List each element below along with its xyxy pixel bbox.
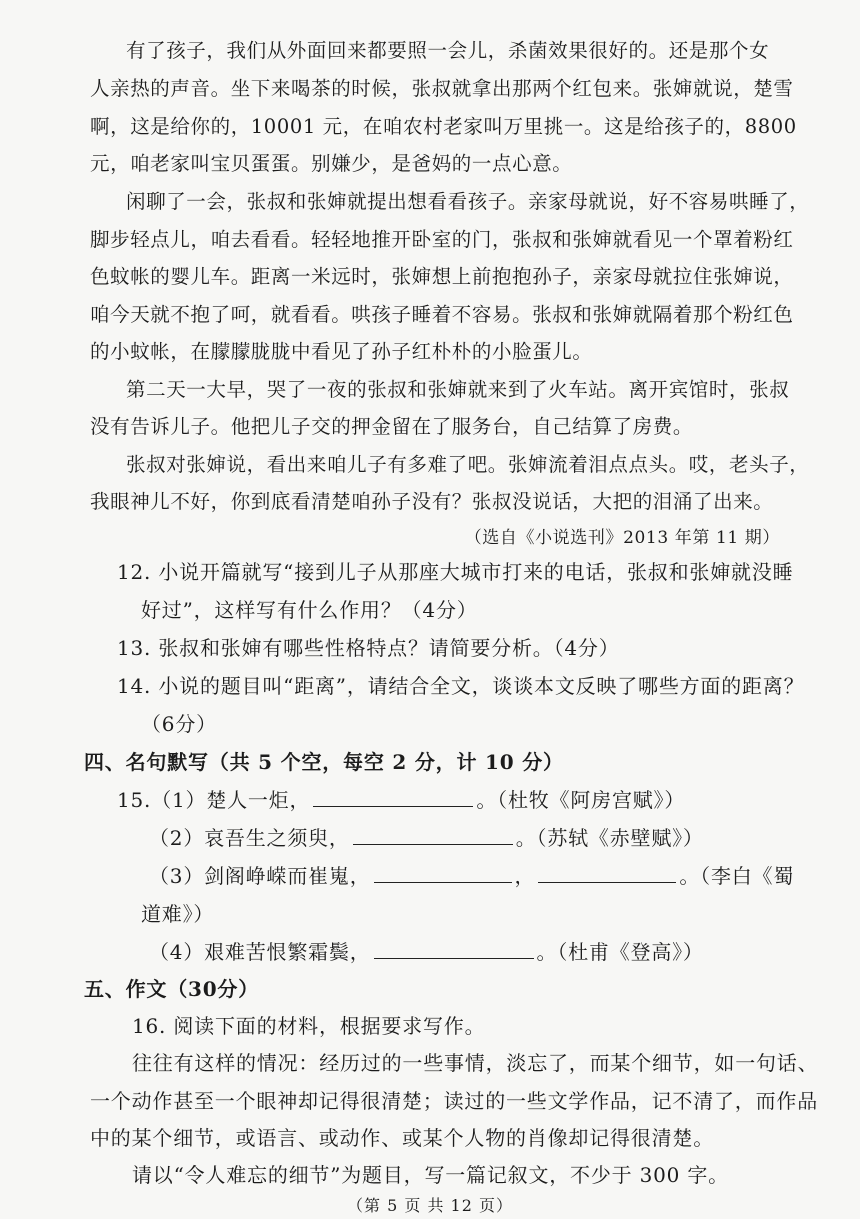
q15-4-prefix: （4）艰难苦恨繁霜鬓， — [149, 940, 371, 964]
question-12: 12. 小说开篇就写“接到儿子从那座大城市打来的电话，张叔和张婶就没睡 — [117, 560, 794, 584]
question-12-cont: 好过”，这样写有什么作用？（4分） — [141, 598, 478, 622]
q15-3-suffix: 。（李白《蜀 — [679, 864, 795, 888]
question-15-4 — [149, 939, 704, 965]
writing-task: 请以“令人难忘的细节”为题目，写一篇记叙文，不少于 300 字。 — [132, 1163, 729, 1187]
answer-blank[interactable] — [374, 940, 534, 959]
q15-1-prefix: 15.（1）楚人一炬， — [117, 788, 311, 812]
story-line: 元，咱老家叫宝贝蛋蛋。别嫌少，是爸妈的一点心意。 — [90, 152, 573, 175]
question-14-cont: （6分） — [141, 712, 217, 736]
q15-2-suffix: 。（苏轼《赤壁赋》） — [515, 826, 704, 850]
question-14: 14. 小说的题目叫“距离”，请结合全文，谈谈本文反映了哪些方面的距离？ — [117, 674, 805, 698]
story-line: 张叔对张婶说，看出来咱儿子有多难了吧。张婶流着泪点点头。哎，老头子， — [126, 453, 810, 476]
page-footer: （第 5 页 共 12 页） — [347, 1196, 513, 1215]
question-15-1 — [117, 787, 685, 813]
material-line: 一个动作甚至一个眼神却记得很清楚；读过的一些文学作品，记不清了，而作品 — [90, 1089, 818, 1113]
q15-4-suffix: 。（杜甫《登高》） — [536, 940, 704, 964]
q15-3-prefix: （3）剑阁峥嵘而崔嵬， — [149, 864, 371, 888]
answer-blank[interactable] — [538, 864, 676, 883]
story-line: 我眼神儿不好，你到底看清楚咱孙子没有？张叔没说话，大把的泪涌了出来。 — [90, 490, 774, 513]
question-16: 16. 阅读下面的材料，根据要求写作。 — [132, 1014, 486, 1038]
story-line: 色蚊帐的婴儿车。距离一米远时，张婶想上前抱抱孙子，亲家母就拉住张婶说， — [90, 265, 794, 288]
question-15-3 — [149, 863, 794, 889]
story-line: 啊，这是给你的，10001 元，在咱农村老家叫万里挑一。这是给孩子的，8800 — [90, 115, 797, 138]
section-4-heading: 四、名句默写（共 5 个空，每空 2 分，计 10 分） — [84, 750, 564, 774]
story-line: 咱今天就不抱了呵，就看看。哄孩子睡着不容易。张叔和张婶就隔着那个粉红色 — [90, 303, 794, 326]
q15-2-prefix: （2）哀吾生之须臾， — [149, 826, 350, 850]
answer-blank[interactable] — [374, 864, 512, 883]
q15-3-mid: ， — [514, 864, 536, 888]
question-15-3-cont: 道难》） — [141, 902, 215, 926]
question-15-2 — [149, 825, 704, 851]
q15-1-suffix: 。（杜牧《阿房宫赋》） — [476, 788, 686, 812]
material-line: 中的某个细节，或语言、或动作、或某个人物的肖像却记得很清楚。 — [90, 1126, 714, 1150]
story-line: 脚步轻点儿，咱去看看。轻轻地推开卧室的门，张叔和张婶就看见一个罩着粉红 — [90, 228, 794, 251]
answer-blank[interactable] — [313, 788, 473, 807]
answer-blank[interactable] — [353, 826, 513, 845]
story-line: 没有告诉儿子。他把儿子交的押金留在了服务台，自己结算了房费。 — [90, 415, 694, 438]
story-line: 的小蚊帐，在朦朦胧胧中看见了孙子红朴朴的小脸蛋儿。 — [90, 340, 593, 363]
material-line: 往往有这样的情况：经历过的一些事情，淡忘了，而某个细节，如一句话、 — [132, 1051, 819, 1075]
source-citation: （选自《小说选刊》2013 年第 11 期） — [464, 528, 780, 548]
story-line: 人亲热的声音。坐下来喝茶的时候，张叔就拿出那两个红包来。张婶就说，楚雪 — [90, 77, 794, 100]
story-line: 有了孩子，我们从外面回来都要照一会儿，杀菌效果很好的。还是那个女 — [126, 39, 770, 62]
question-13: 13. 张叔和张婶有哪些性格特点？请简要分析。（4分） — [117, 636, 620, 660]
section-5-heading: 五、作文（30分） — [84, 977, 260, 1001]
story-line: 闲聊了一会，张叔和张婶就提出想看看孩子。亲家母就说，好不容易哄睡了， — [126, 190, 810, 213]
story-line: 第二天一大早，哭了一夜的张叔和张婶就来到了火车站。离开宾馆时，张叔 — [126, 378, 790, 401]
